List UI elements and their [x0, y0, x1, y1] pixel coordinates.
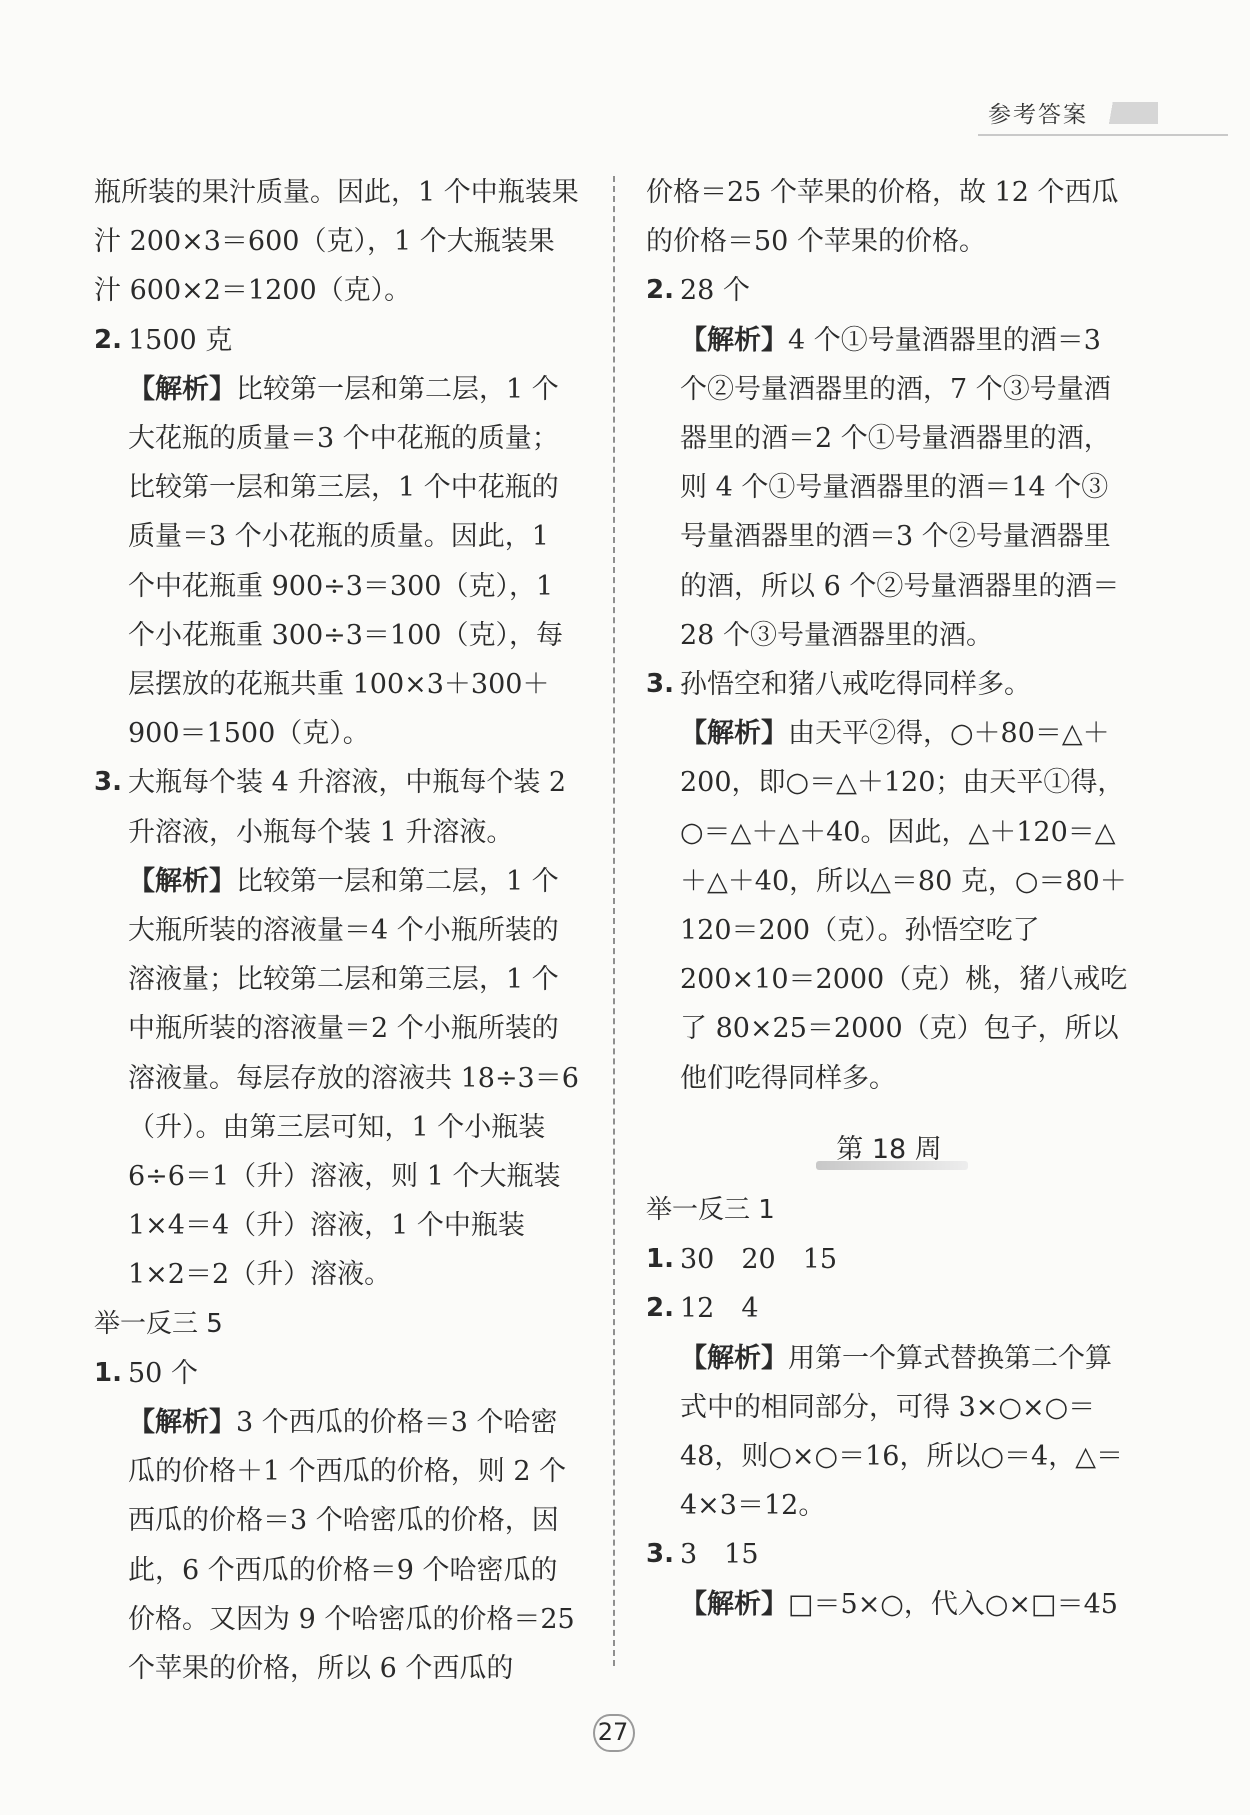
item-answer: 孙悟空和猪八戒吃得同样多。: [680, 669, 1031, 701]
analysis-paragraph: [94, 857, 580, 1300]
answer-item: [94, 1349, 580, 1398]
item-answer: 28 个: [680, 275, 750, 307]
analysis-paragraph: [646, 1580, 1132, 1629]
item-answer: 3 15: [680, 1539, 759, 1571]
answer-item: [646, 660, 1132, 709]
item-answer: 12 4: [680, 1293, 759, 1325]
analysis-text: 比较第一层和第二层，1 个大瓶所装的溶液量＝4 个小瓶所装的溶液量；比较第二层和第三层，1 个中瓶所装的溶液量＝2 个小瓶所装的溶液量。每层存放的溶液共 18÷3＝6（升）。由第三层可知，1 个小瓶装 6÷6＝1（升）溶液，则 1 个大瓶装 1×4＝4（升）溶液，1 个中瓶装 1×2＝2（升）溶液。: [128, 865, 579, 1291]
answer-item: [646, 266, 1132, 315]
analysis-tag: 【解析】: [680, 1588, 788, 1620]
analysis-tag: 【解析】: [128, 373, 236, 405]
item-answer: 50 个: [128, 1357, 198, 1389]
item-number: 3.: [646, 669, 674, 700]
item-answer: 1500 克: [128, 324, 233, 356]
header-decoration: [1102, 102, 1158, 124]
header-label: 参考答案: [988, 102, 1088, 128]
item-number: 2.: [646, 275, 674, 306]
left-column: [94, 168, 580, 1693]
analysis-paragraph: [94, 1398, 580, 1693]
answer-paragraph: 瓶所装的果汁质量。因此，1 个中瓶装果汁 200×3＝600（克），1 个大瓶装果汁 600×2＝1200（克）。: [94, 177, 579, 307]
item-number: 1.: [646, 1244, 674, 1275]
answer-item: [646, 1284, 1132, 1333]
item-answer: 30 20 15: [680, 1244, 838, 1276]
page-header: [988, 96, 1158, 129]
analysis-paragraph: [646, 1334, 1132, 1531]
answer-item: [646, 1530, 1132, 1579]
item-number: 2.: [94, 324, 122, 355]
analysis-text: 4 个①号量酒器里的酒＝3 个②号量酒器里的酒，7 个③号量酒器里的酒＝2 个①号量酒器里的酒，则 4 个①号量酒器里的酒＝14 个③号量酒器里的酒＝3 个②号量酒器里的酒，所以 6 个②号量酒器里的酒＝28 个③号量酒器里的酒。: [680, 324, 1120, 651]
analysis-tag: 【解析】: [680, 718, 788, 750]
answer-item: [646, 1235, 1132, 1284]
analysis-paragraph: [94, 365, 580, 759]
analysis-text: 比较第一层和第二层，1 个大花瓶的质量＝3 个中花瓶的质量；比较第一层和第三层，1 个中花瓶的质量＝3 个小花瓶的质量。因此，1 个中花瓶重 900÷3＝300（克），1 个小花瓶重 300÷3＝100（克），每层摆放的花瓶共重 100×3＋300＋900＝1500（克）。: [128, 373, 563, 750]
item-number: 2.: [646, 1293, 674, 1324]
right-column: [646, 168, 1132, 1629]
analysis-tag: 【解析】: [680, 1342, 788, 1374]
item-answer: 大瓶每个装 4 升溶液，中瓶每个装 2 升溶液，小瓶每个装 1 升溶液。: [128, 767, 567, 848]
item-number: 1.: [94, 1357, 122, 1388]
analysis-text: 由天平②得，○＋80＝△＋200，即○＝△＋120；由天平①得，○＝△＋△＋40。因此，△＋120＝△＋△＋40，所以△＝80 克，○＝80＋120＝200（克）。孙悟空吃了 200×10＝2000（克）桃，猪八戒吃了 80×25＝2000（克）包子，所以他们吃得同样多。: [680, 718, 1128, 1094]
answer-item: [94, 316, 580, 365]
analysis-paragraph: [646, 709, 1132, 1103]
analysis-tag: 【解析】: [680, 324, 788, 356]
answer-item: [94, 758, 580, 856]
page-number: 27: [590, 1712, 636, 1752]
section-heading: 举一反三 1: [646, 1195, 775, 1226]
analysis-text: 3 个西瓜的价格＝3 个哈密瓜的价格＋1 个西瓜的价格，则 2 个西瓜的价格＝3 个哈密瓜的价格，因此，6 个西瓜的价格＝9 个哈密瓜的价格。又因为 9 个哈密瓜的价格＝25 个苹果的价格，所以 6 个西瓜的: [128, 1407, 575, 1685]
week-title: 第 18 周: [810, 1125, 968, 1174]
week-heading: [646, 1125, 1132, 1174]
column-divider: [613, 176, 615, 1666]
analysis-text: 用第一个算式替换第二个算式中的相同部分，可得 3×○×○＝48，则○×○＝16，所以○＝4，△＝4×3＝12。: [680, 1342, 1123, 1522]
item-number: 3.: [646, 1539, 674, 1570]
header-rule: [978, 134, 1228, 136]
analysis-tag: 【解析】: [128, 1407, 236, 1439]
section-heading: 举一反三 5: [94, 1308, 223, 1339]
analysis-text: □＝5×○，代入○×□＝45: [788, 1588, 1118, 1620]
answer-paragraph: 价格＝25 个苹果的价格，故 12 个西瓜的价格＝50 个苹果的价格。: [646, 177, 1119, 258]
analysis-tag: 【解析】: [128, 865, 236, 897]
analysis-paragraph: [646, 316, 1132, 660]
item-number: 3.: [94, 767, 122, 798]
